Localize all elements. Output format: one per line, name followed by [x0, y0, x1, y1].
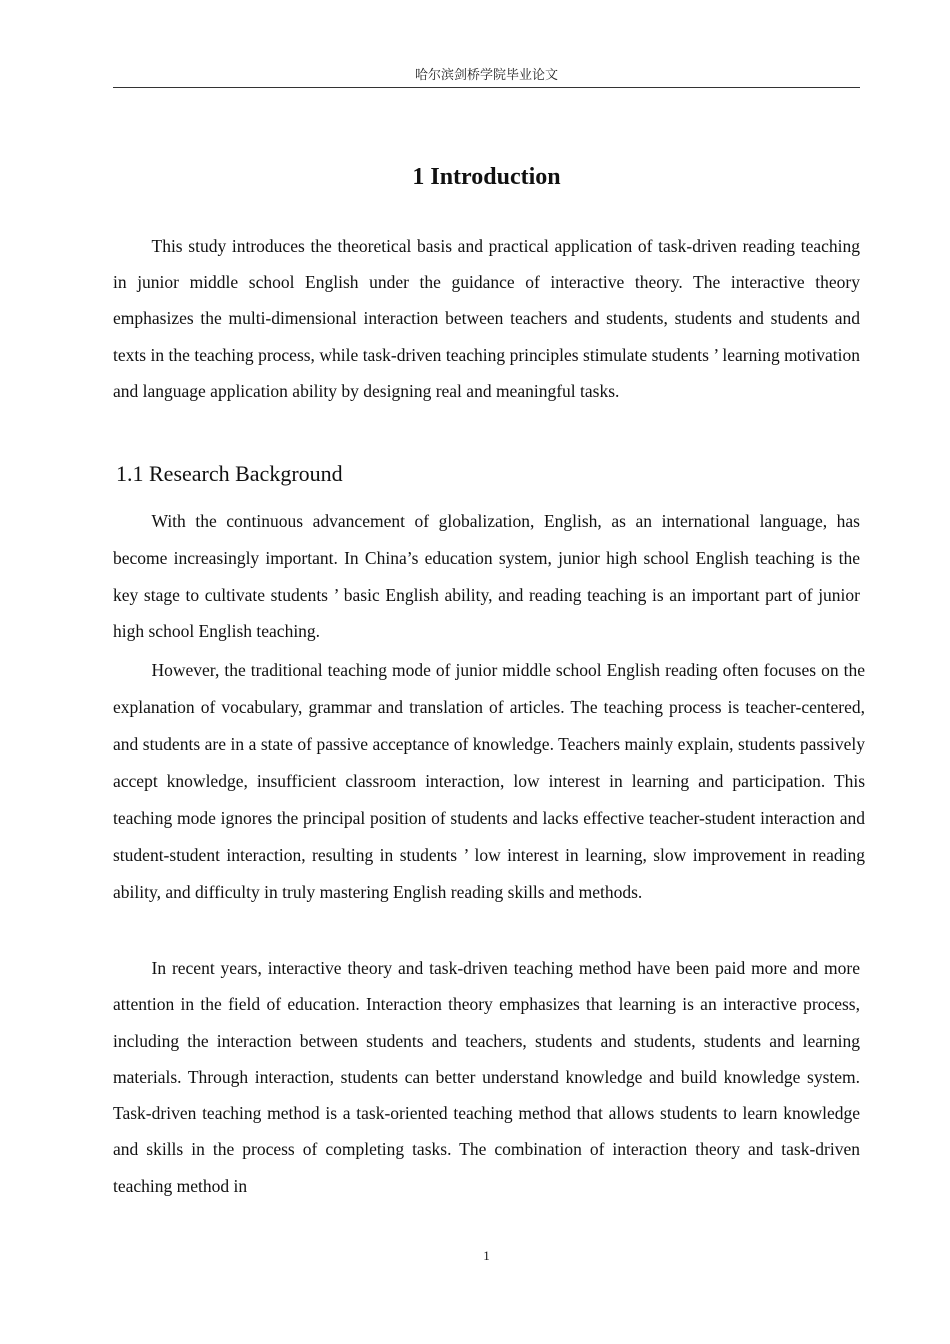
background-paragraph-1: With the continuous advancement of globalization, English, as an international language, has become increasingly important. In China’s education system, junior high school English teaching is the key stage to cultivate students ’ basic English ability, and reading teaching is an important part of junior high school English teaching.: [113, 511, 860, 642]
intro-paragraph: This study introduces the theoretical basis and practical application of task-driven reading teaching in junior middle school English under the guidance of interactive theory. The interactive theory emphasizes the multi-dimensional interaction between teachers and students, students and students and texts in the teaching process, while task-driven teaching principles stimulate students ’ learning motivation and language application ability by designing real and meaningful tasks.: [113, 236, 860, 401]
background-paragraph-2: However, the traditional teaching mode of junior middle school English reading often focuses on the explanation of vocabulary, grammar and translation of articles. The teaching process is teacher-centered, and students are in a state of passive acceptance of knowledge. Teachers mainly explain, students passively accept knowledge, insufficient classroom interaction, low interest in learning and participation. This teaching mode ignores the principal position of students and lacks effective teacher-student interaction and student-student interaction, resulting in students ’ low interest in learning, slow improvement in reading ability, and difficulty in truly mastering English reading skills and methods.: [113, 660, 865, 902]
chapter-title: 1 Introduction: [412, 164, 561, 190]
running-header: 哈尔滨剑桥学院毕业论文: [113, 66, 860, 88]
page-number: 1: [483, 1248, 490, 1263]
section-heading: 1.1 Research Background: [116, 461, 343, 486]
background-paragraph-3: In recent years, interactive theory and task-driven teaching method have been paid more and more attention in the field of education. Interaction theory emphasizes that learning is an interactive process, including the interaction between students and teachers, students and students, students and learning materials. Through interaction, students can better understand knowledge and build knowledge system. Task-driven teaching method is a task-oriented teaching method that allows students to learn knowledge and skills in the process of completing tasks. The combination of interaction theory and task-driven teaching method in: [113, 958, 860, 1196]
